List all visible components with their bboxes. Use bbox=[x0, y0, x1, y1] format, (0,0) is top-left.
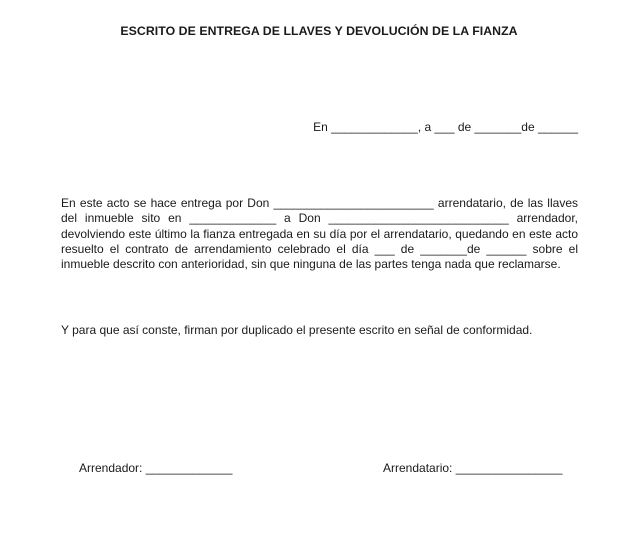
closing-statement: Y para que así conste, firman por duplicado el presente escrito en señal de conformidad. bbox=[61, 323, 533, 337]
body-line: En este acto se hace entrega por Don ________________________ arrendatario, de las llaves bbox=[61, 196, 578, 210]
body-line: devolviendo este último la fianza entregada en su día por el arrendatario, quedando en este acto bbox=[61, 226, 578, 241]
place-date-line: En _____________, a ___ de _______de ______ bbox=[313, 120, 578, 134]
landlord-signature: Arrendador: _____________ bbox=[79, 461, 233, 475]
tenant-signature: Arrendatario: ________________ bbox=[383, 461, 563, 475]
body-line: inmueble descrito con anterioridad, sin que ninguna de las partes tenga nada que reclamarse. bbox=[61, 257, 561, 272]
body-line: del inmueble sito en _____________ a Don ___________________________ arrendador, bbox=[61, 211, 578, 226]
document-title: ESCRITO DE ENTREGA DE LLAVES Y DEVOLUCIÓN DE LA FIANZA bbox=[120, 24, 518, 38]
body-line: resuelto el contrato de arrendamiento celebrado el día ___ de _______de ______ sobre el bbox=[61, 241, 578, 256]
body-paragraph bbox=[61, 196, 578, 272]
